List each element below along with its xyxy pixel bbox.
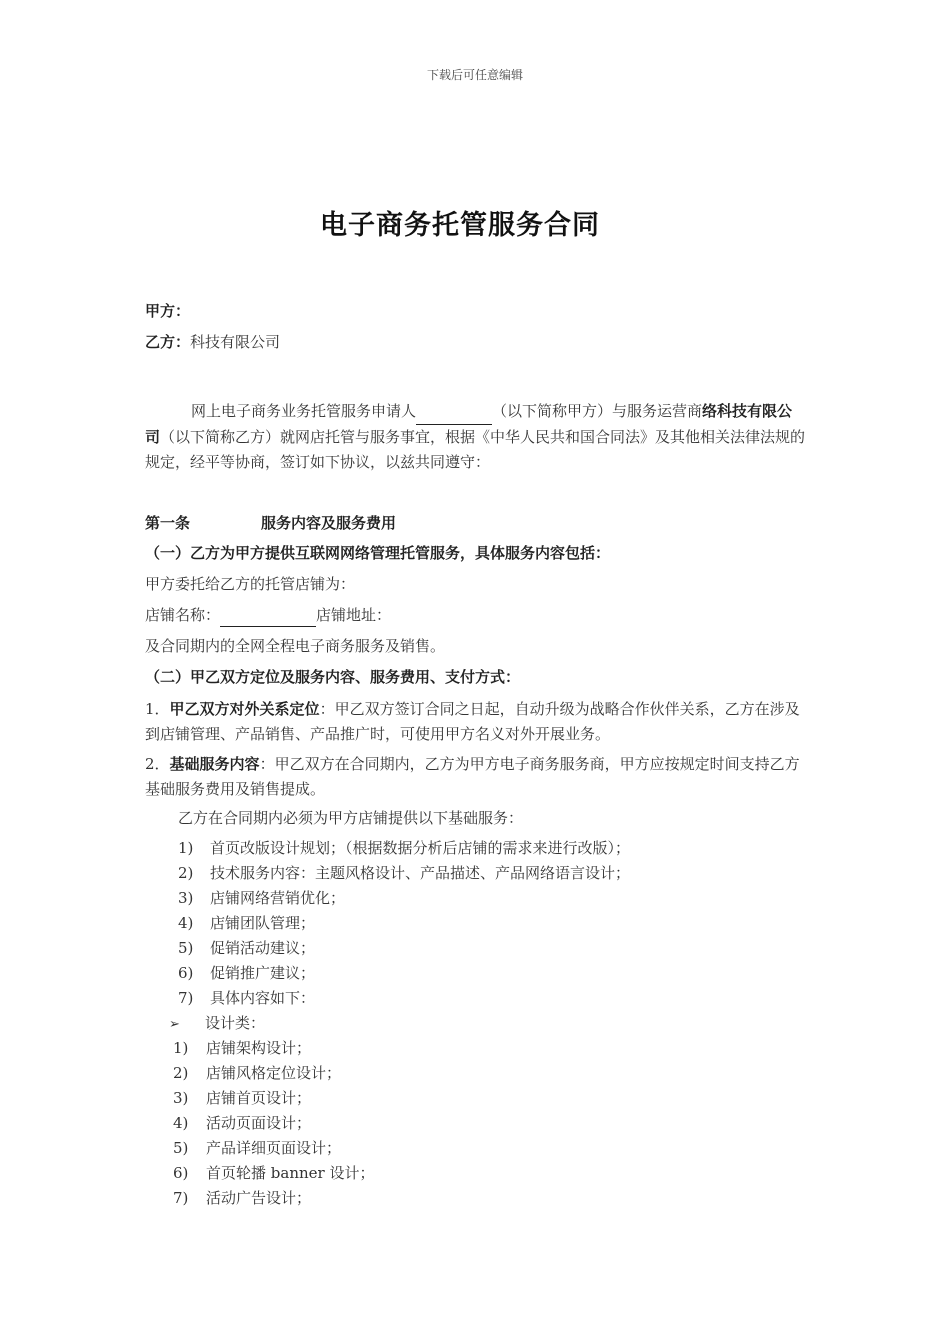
item-1-text: ：甲乙双方签订合同之日起，自动升级为战略合作伙伴关系，乙方在涉及到店铺管理、产品销售、产品推广时，可使用甲方名义对外开展业务。	[145, 699, 800, 743]
basic-services-list	[145, 836, 807, 1011]
list-item-text: 店铺架构设计；	[206, 1038, 312, 1057]
list-item	[145, 1086, 807, 1111]
page-header-note: 下载后可任意编辑	[426, 68, 523, 82]
list-item	[145, 886, 807, 911]
item-2-paragraph	[145, 752, 807, 802]
list-item-number: 5)	[173, 1138, 189, 1157]
list-item-number: 1)	[178, 838, 194, 857]
intro-text-3: （以下简称乙方）就网店托管与服务事宜，根据《中华人民共和国合同法》及其他相关法律法规的规定，经平等协商，签订如下协议，以兹共同遵守：	[145, 427, 806, 471]
list-item	[145, 1186, 807, 1211]
list-item-number: 3)	[173, 1088, 189, 1107]
party-a-line	[145, 300, 807, 331]
intro-company-name: 络科技有限公司	[145, 402, 793, 446]
list-item	[145, 1036, 807, 1061]
party-b-label: 乙方：	[145, 333, 191, 351]
document-body	[145, 300, 807, 1211]
party-b-value: 科技有限公司	[190, 333, 281, 351]
basic-services-intro: 乙方在合同期内必须为甲方店铺提供以下基础服务：	[178, 808, 524, 827]
list-item-number: 6)	[178, 963, 194, 982]
list-item-text: 店铺首页设计；	[206, 1088, 312, 1107]
design-category	[145, 1011, 807, 1036]
list-item-number: 2)	[178, 863, 194, 882]
list-item-text: 技术服务内容：主题风格设计、产品描述、产品网络语言设计；	[210, 863, 631, 882]
list-item-text: 促销推广建议；	[210, 963, 316, 982]
list-item-text: 具体内容如下：	[210, 988, 316, 1007]
store-name-label: 店铺名称：	[145, 605, 221, 624]
scope-line: 及合同期内的全网全程电子商务服务及销售。	[145, 636, 446, 655]
document-title: 电子商务托管服务合同	[320, 210, 600, 241]
design-items-list	[145, 1036, 807, 1211]
list-item-number: 1)	[173, 1038, 189, 1057]
store-address-label: 店铺地址：	[316, 605, 392, 624]
list-item	[145, 1136, 807, 1161]
list-item	[145, 861, 807, 886]
list-item-text: 活动页面设计；	[206, 1113, 312, 1132]
list-item	[145, 1111, 807, 1136]
party-b-line	[145, 331, 807, 362]
item-2-number: 2．	[145, 754, 170, 773]
list-item-text: 首页轮播 banner 设计；	[206, 1163, 375, 1182]
list-item-text: 店铺团队管理；	[210, 913, 316, 932]
list-item-text: 店铺网络营销优化；	[210, 888, 346, 907]
list-item	[145, 986, 807, 1011]
list-item	[145, 961, 807, 986]
section-2-heading: （二）甲乙双方定位及服务内容、服务费用、支付方式：	[145, 667, 521, 686]
applicant-blank	[416, 404, 492, 425]
list-item-text: 促销活动建议；	[210, 938, 316, 957]
list-item-number: 7)	[178, 988, 194, 1007]
list-item-number: 3)	[178, 888, 194, 907]
list-item	[145, 911, 807, 936]
list-item-number: 4)	[178, 913, 194, 932]
entrust-line: 甲方委托给乙方的托管店铺为：	[145, 574, 356, 593]
list-item	[145, 1161, 807, 1186]
party-a-label: 甲方：	[145, 302, 191, 320]
section-1-heading: （一）乙方为甲方提供互联网网络管理托管服务，具体服务内容包括：	[145, 543, 611, 562]
item-2-bold: 基础服务内容	[169, 754, 260, 773]
intro-paragraph	[145, 399, 807, 476]
item-1-bold: 甲乙双方对外关系定位	[169, 699, 320, 718]
item-2-text: ：甲乙双方在合同期内，乙方为甲方电子商务服务商，甲方应按规定时间支持乙方基础服务费用及销售提成。	[145, 754, 800, 798]
list-item-number: 4)	[173, 1113, 189, 1132]
list-item-text: 产品详细页面设计；	[206, 1138, 342, 1157]
list-item	[145, 936, 807, 961]
article-title: 服务内容及服务费用	[261, 513, 397, 532]
article-1-heading	[145, 512, 807, 542]
list-item	[145, 1061, 807, 1086]
list-item-number: 2)	[173, 1063, 189, 1082]
list-item-number: 7)	[173, 1188, 189, 1207]
list-item	[145, 836, 807, 861]
list-item-number: 5)	[178, 938, 194, 957]
store-name-blank	[220, 608, 316, 627]
intro-text-1: 网上电子商务业务托管服务申请人	[191, 402, 417, 420]
arrow-bullet-icon: ➢	[169, 1016, 180, 1032]
list-item-text: 店铺风格定位设计；	[206, 1063, 342, 1082]
item-1-paragraph	[145, 697, 807, 747]
intro-text-2: （以下简称甲方）与服务运营商	[492, 402, 703, 420]
list-item-text: 首页改版设计规划；（根据数据分析后店铺的需求来进行改版）；	[210, 838, 631, 857]
list-item-text: 活动广告设计；	[206, 1188, 312, 1207]
article-number: 第一条	[145, 513, 191, 532]
list-item-number: 6)	[173, 1163, 189, 1182]
design-category-label: 设计类：	[205, 1013, 266, 1032]
item-1-number: 1．	[145, 699, 170, 718]
store-info-line	[145, 604, 807, 635]
